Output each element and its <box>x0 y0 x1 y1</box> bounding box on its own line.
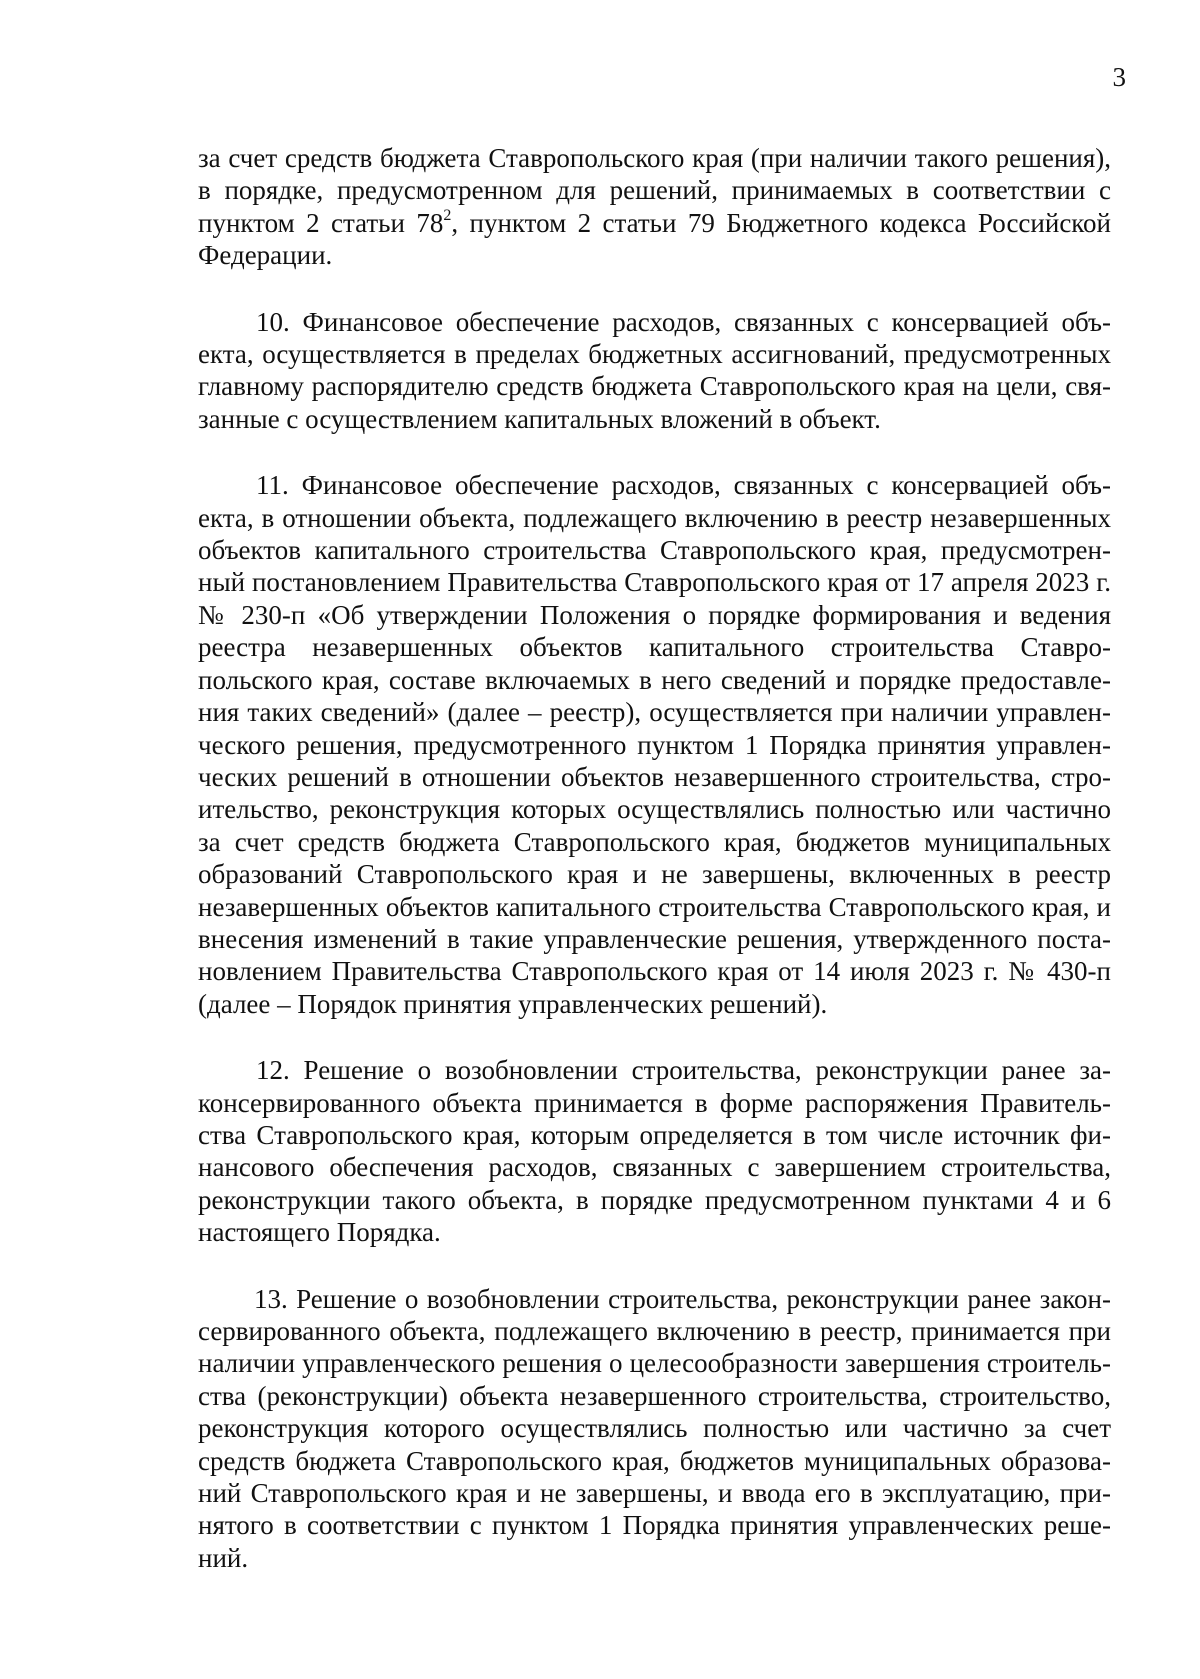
document-body <box>198 142 1111 1608</box>
paragraph-11: 11. Финансовое обеспечение расходов, связанных с консервацией объекта, в отношении объекта, подлежащего включению в реестр незавершенных объектов капитального строительства Ставропольского края, предусмотренный постановлением Правительства Ставропольского края от 17 апреля 2023 г. № 230-п «Об утверждении Положения о порядке формирования и ведения реестра незавершенных объектов капитального строительства Ставропольского края, составе включаемых в него сведений и порядке предоставления таких сведений» (далее – реестр), осуществляется при наличии управленческого решения, предусмотренного пунктом 1 Порядка принятия управленческих решений в отношении объектов незавершенного строительства, строительство, реконструкция которых осуществлялись полностью или частично за счет средств бюджета Ставропольского края, бюджетов муниципальных образований Ставропольского края и не завершены, включенных в реестр незавершенных объектов капитального строительства Ставропольского края, и внесения изменений в такие управленческие решения, утвержденного постановлением Правительства Ставропольского края от 14 июля 2023 г. № 430-п (далее – Порядок принятия управленческих решений). <box>198 470 1111 1019</box>
paragraph-10: 10. Финансовое обеспечение расходов, связанных с консервацией объекта, осуществляется в пределах бюджетных ассигнований, предусмотренных главному распорядителю средств бюджета Ставропольского края на цели, связанные с осуществлением капитальных вложений в объект. <box>198 306 1111 434</box>
paragraph-13: 13. Решение о возобновлении строительства, реконструкции ранее законсервированного объекта, подлежащего включению в реестр, принимается при наличии управленческого решения о целесообразности завершения строительства (реконструкции) объекта незавершенного строительства, строительство, реконструкция которого осуществлялись полностью или частично за счет средств бюджета Ставропольского края, бюджетов муниципальных образований Ставропольского края и не завершены, и ввода его в эксплуатацию, принятого в соответствии с пунктом 1 Порядка принятия управленческих решений. <box>198 1283 1111 1573</box>
superscript-2: 2 <box>443 206 452 224</box>
page-number: 3 <box>1112 62 1126 92</box>
paragraph-continuation <box>198 142 1111 272</box>
paragraph-12: 12. Решение о возобновлении строительства, реконструкции ранее законсервированного объекта принимается в форме распоряжения Правительства Ставропольского края, которым определяется в том числе источник финансового обеспечения расходов, связанных с завершением строительства, реконструкции такого объекта, в порядке предусмотренном пунктами 4 и 6 настоящего Порядка. <box>198 1055 1111 1248</box>
paragraph-continuation-text: за счет средств бюджета Ставропольского края (при наличии такого решения), в порядке, предусмотренном для решений, принимаемых в соответствии с пунктом 2 статьи 78 <box>198 143 1111 238</box>
paragraph-continuation-tail: , пунктом 2 статьи 79 Бюджетного кодекса Российской Федерации. <box>198 207 1111 271</box>
